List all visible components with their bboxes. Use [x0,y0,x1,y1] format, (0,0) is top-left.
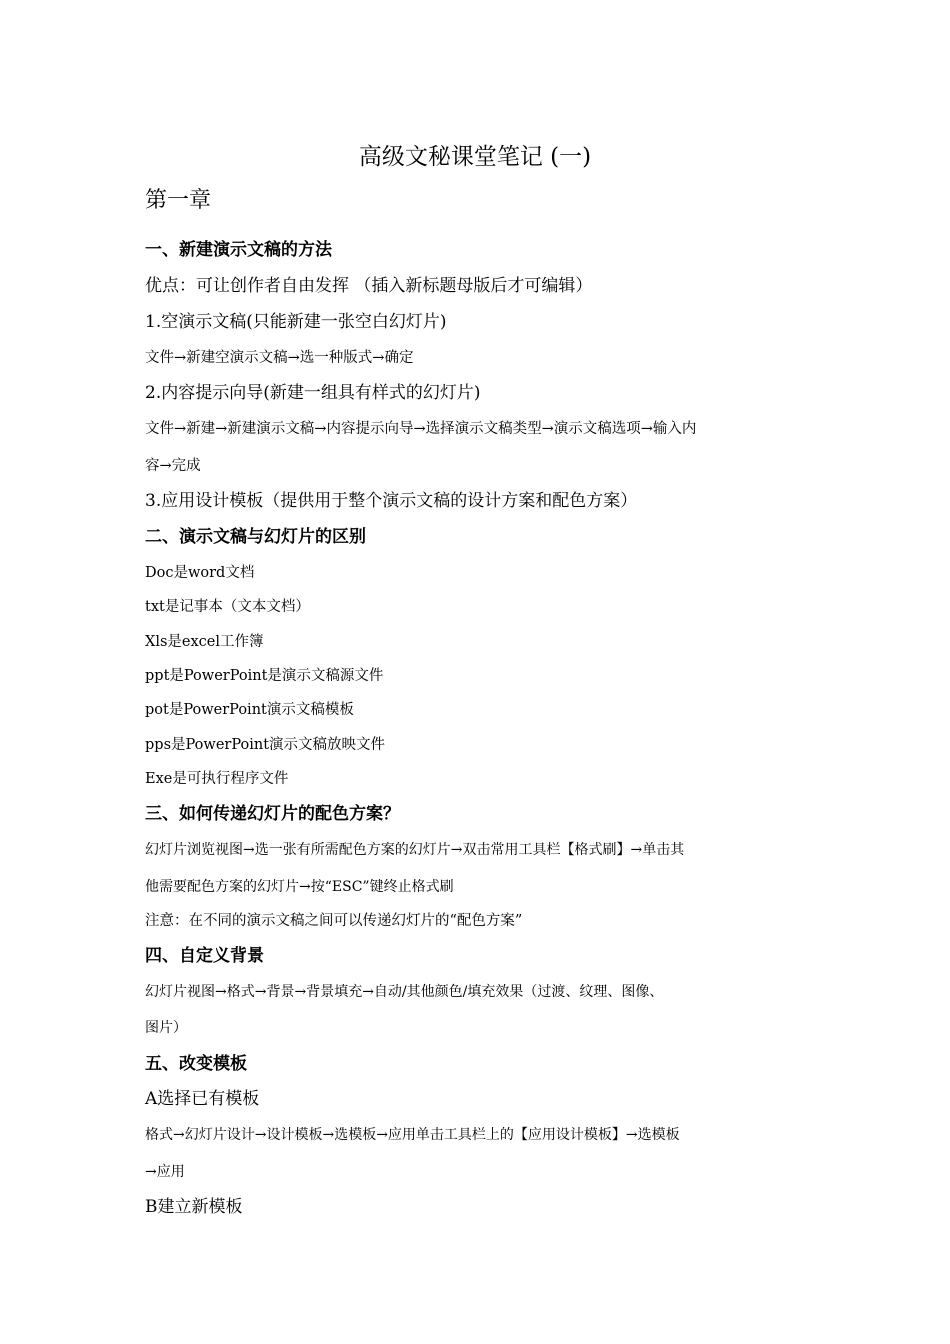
list-item: 2.内容提示向导(新建一组具有样式的幻灯片) [145,383,481,403]
note-text: 注意：在不同的演示文稿之间可以传递幻灯片的“配色方案” [145,913,523,929]
steps-text: 幻灯片浏览视图→选一张有所需配色方案的幻灯片→双击常用工具栏【格式刷】→单击其 [145,842,685,858]
steps-text: →应用 [145,1164,185,1180]
section-heading: 五、改变模板 [145,1054,247,1074]
steps-text: 文件→新建→新建演示文稿→内容提示向导→选择演示文稿类型→演示文稿选项→输入内 [145,421,697,437]
section-heading: 四、自定义背景 [145,946,264,966]
chapter-heading: 第一章 [145,188,212,213]
list-item: Exe是可执行程序文件 [145,771,289,787]
list-item: Doc是word文档 [145,565,255,581]
steps-text: 容→完成 [145,458,201,474]
list-item: pps是PowerPoint演示文稿放映文件 [145,737,386,753]
subsection-label: A选择已有模板 [145,1089,260,1109]
steps-text: 幻灯片视图→格式→背景→背景填充→自动/其他颜色/填充效果（过渡、纹理、图像、 [145,984,664,1000]
list-item: Xls是excel工作簿 [145,634,264,650]
steps-text: 文件→新建空演示文稿→选一种版式→确定 [145,350,414,366]
subsection-label: B建立新模板 [145,1197,243,1217]
section-heading: 二、演示文稿与幻灯片的区别 [145,527,366,547]
list-item: ppt是PowerPoint是演示文稿源文件 [145,668,384,684]
list-item: 3.应用设计模板（提供用于整个演示文稿的设计方案和配色方案） [145,491,638,511]
list-item: 1.空演示文稿(只能新建一张空白幻灯片) [145,312,447,332]
list-item: txt是记事本（文本文档） [145,599,310,615]
section-heading: 三、如何传递幻灯片的配色方案？ [145,804,400,824]
steps-text: 图片） [145,1020,187,1036]
steps-text: 格式→幻灯片设计→设计模板→选模板→应用单击工具栏上的【应用设计模板】→选模板 [145,1127,680,1143]
page-title: 高级文秘课堂笔记 (一) [358,144,592,170]
section-heading: 一、新建演示文稿的方法 [145,240,332,260]
steps-text: 他需要配色方案的幻灯片→按“ESC”键终止格式刷 [145,879,454,895]
list-item: pot是PowerPoint演示文稿模板 [145,702,354,718]
paragraph: 优点：可让创作者自由发挥 （插入新标题母版后才可编辑） [145,276,593,296]
